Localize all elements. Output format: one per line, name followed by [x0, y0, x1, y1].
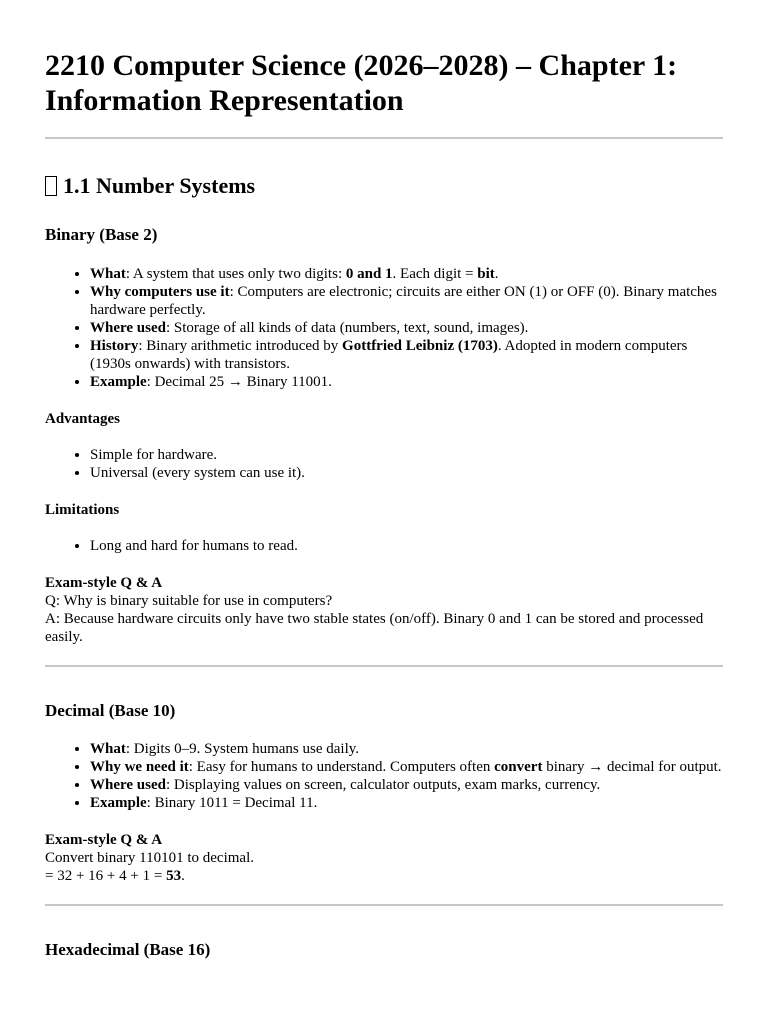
decimal-qa-line: Convert binary 110101 to decimal. — [45, 850, 254, 866]
divider — [45, 665, 723, 667]
limitations-heading: Limitations — [45, 502, 120, 518]
list-item: • Simple for hardware. — [90, 446, 723, 464]
list-item: • Long and hard for humans to read. — [90, 537, 723, 555]
list-item: • Example: Decimal 25 → Binary 11001. — [90, 373, 723, 391]
advantages-list — [45, 446, 723, 482]
list-item: • Example: Binary 1011 = Decimal 11. — [90, 794, 723, 812]
list-item: • Where used: Displaying values on screen, calculator outputs, exam marks, currency. — [90, 776, 723, 794]
missing-glyph-icon — [45, 176, 57, 196]
divider — [45, 904, 723, 906]
list-item: • Why computers use it: Computers are electronic; circuits are either ON (1) or OFF (0). Binary matches hardware perfectly. — [90, 283, 723, 319]
section-heading: 1.1 Number Systems — [45, 173, 723, 199]
limitations-list — [45, 537, 723, 555]
binary-heading: Binary (Base 2) — [45, 225, 158, 244]
divider — [45, 137, 723, 139]
decimal-heading: Decimal (Base 10) — [45, 701, 176, 720]
decimal-qa-heading: Exam-style Q & A — [45, 832, 163, 848]
list-item: • History: Binary arithmetic introduced by Gottfried Leibniz (1703). Adopted in modern computers (1930s onwards) with transistors. — [90, 337, 723, 373]
hexadecimal-heading: Hexadecimal (Base 16) — [45, 940, 211, 959]
decimal-bullet-list — [45, 740, 723, 812]
binary-qa-heading: Exam-style Q & A — [45, 575, 163, 591]
advantages-heading: Advantages — [45, 411, 121, 427]
list-item: • Why we need it: Easy for humans to understand. Computers often convert binary → decimal for output. — [90, 758, 723, 776]
list-item: • Where used: Storage of all kinds of data (numbers, text, sound, images). — [90, 319, 723, 337]
list-item: • What: Digits 0–9. System humans use daily. — [90, 740, 723, 758]
binary-qa-answer: A: Because hardware circuits only have two stable states (on/off). Binary 0 and 1 can be stored and processed easily. — [45, 611, 704, 645]
decimal-qa-line: = 32 + 16 + 4 + 1 = 53. — [45, 868, 185, 884]
binary-qa-question: Q: Why is binary suitable for use in computers? — [45, 593, 333, 609]
list-item: • What: A system that uses only two digits: 0 and 1. Each digit = bit. — [90, 265, 723, 283]
binary-bullet-list — [45, 265, 723, 391]
page-title: 2210 Computer Science (2026–2028) – Chapter 1: Information Representation — [45, 49, 678, 117]
list-item: • Universal (every system can use it). — [90, 464, 723, 482]
